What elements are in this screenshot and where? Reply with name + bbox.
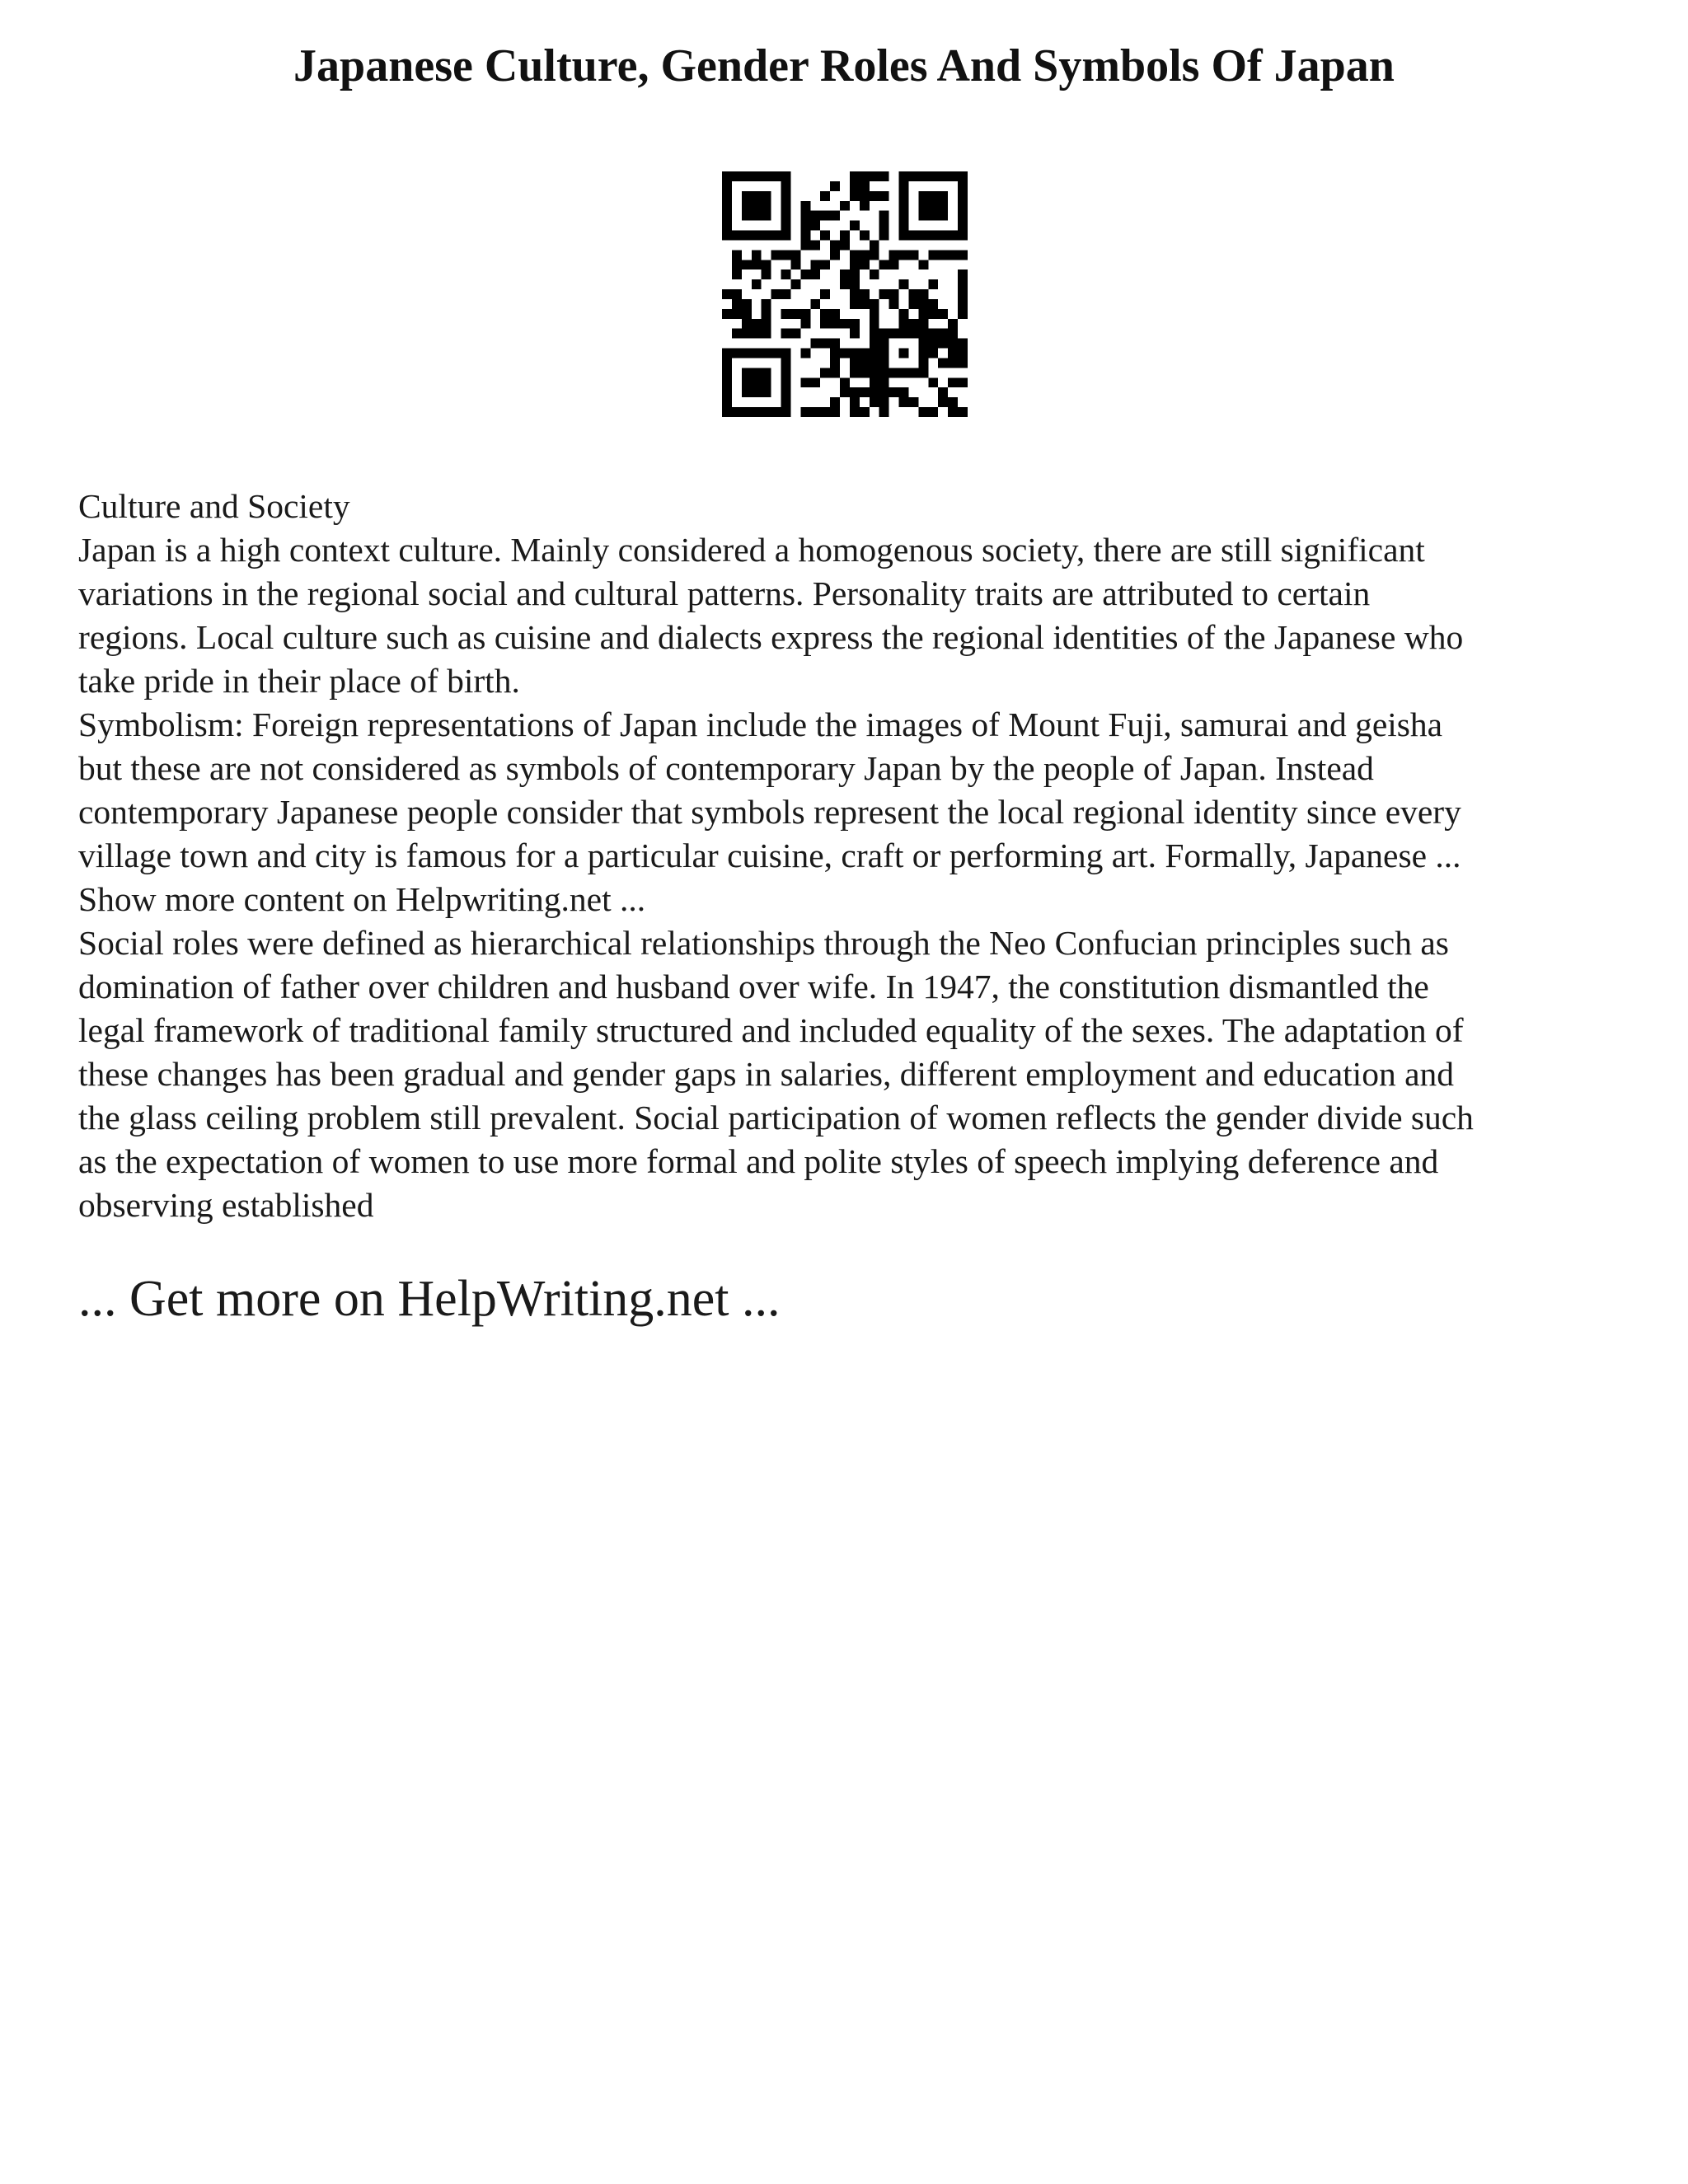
body-line: domination of father over children and husband over wife. In 1947, the constitution dismantled the <box>78 968 1429 1005</box>
body-line: as the expectation of women to use more formal and polite styles of speech implying deference and <box>78 1142 1439 1180</box>
body-line: legal framework of traditional family structured and included equality of the sexes. The adaptation of <box>78 1011 1464 1049</box>
body-line: take pride in their place of birth. <box>78 662 520 700</box>
body-line: but these are not considered as symbols of contemporary Japan by the people of Japan. Instead <box>78 749 1374 787</box>
body-line: village town and city is famous for a particular cuisine, craft or performing art. Formally, Japanese ... <box>78 837 1461 874</box>
body-line: these changes has been gradual and gender gaps in salaries, different employment and education and <box>78 1055 1454 1093</box>
body-line: regions. Local culture such as cuisine and dialects express the regional identities of the Japanese who <box>78 618 1464 656</box>
section-heading: Culture and Society <box>78 487 350 525</box>
body-line: Japan is a high context culture. Mainly considered a homogenous society, there are still significant <box>78 531 1425 569</box>
body-line: the glass ceiling problem still prevalent. Social participation of women reflects the gender divide such <box>78 1099 1474 1137</box>
body-line: variations in the regional social and cultural patterns. Personality traits are attributed to certain <box>78 574 1371 612</box>
get-more-link[interactable]: ... Get more on HelpWriting.net ... <box>78 1271 781 1327</box>
qr-code-icon <box>722 171 968 417</box>
body-line: observing established <box>78 1186 374 1224</box>
body-line: Social roles were defined as hierarchical relationships through the Neo Confucian principles such as <box>78 924 1449 962</box>
page-title: Japanese Culture, Gender Roles And Symbols Of Japan <box>293 40 1395 91</box>
article-body <box>78 485 1644 1227</box>
body-line: Symbolism: Foreign representations of Japan include the images of Mount Fuji, samurai and geisha <box>78 705 1443 743</box>
show-more-line: Show more content on Helpwriting.net ... <box>78 880 646 918</box>
body-line: contemporary Japanese people consider that symbols represent the local regional identity since every <box>78 793 1461 831</box>
